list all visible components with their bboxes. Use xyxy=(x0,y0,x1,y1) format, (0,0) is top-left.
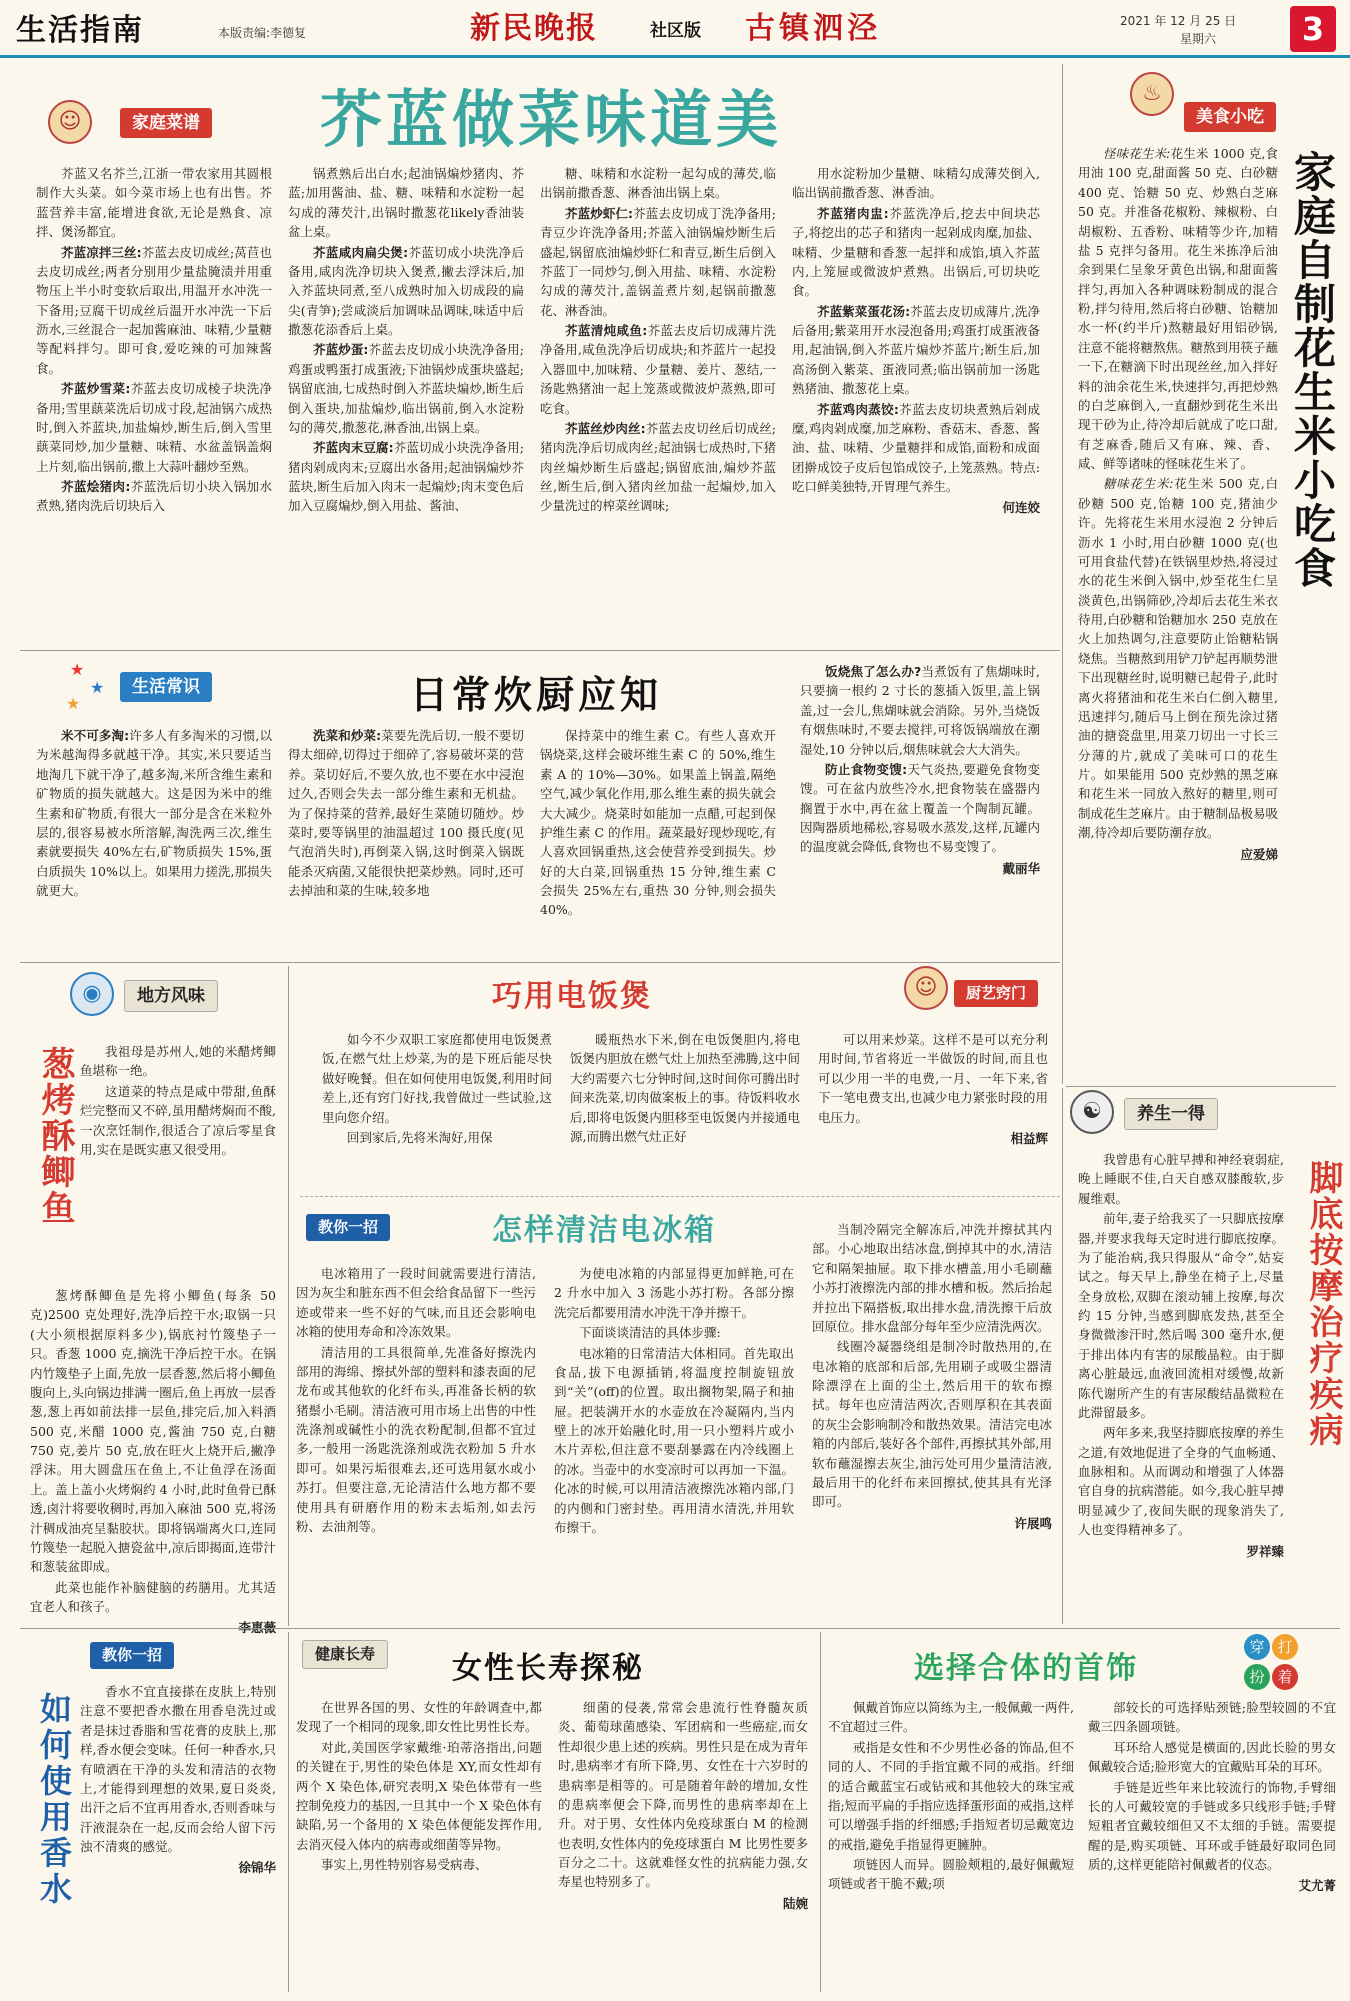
edition-label: 社区版 xyxy=(650,21,701,41)
badge-char: 扮 xyxy=(1244,1664,1270,1690)
fridge-byline: 许展鸣 xyxy=(1014,1515,1052,1531)
longevity-section xyxy=(292,1632,818,1998)
lead: 芥蓝紫菜蛋花汤: xyxy=(817,303,911,319)
feet-section xyxy=(1066,1090,1350,1624)
longevity-col-2 xyxy=(558,1698,808,1994)
section-title: 生活指南 xyxy=(16,13,144,48)
lead: 米不可多淘: xyxy=(61,728,130,743)
para: 当煮饭有了焦煳味时,只要摘一根约 2 寸长的葱插入饭里,盖上锅盖,过一会儿,焦煳味就会消除。另外,当烧饭有烟焦味时,不要去搅拌,可将饭锅端放在潮湿处,10 分钟以后,烟焦味就会大大消失。 xyxy=(800,664,1040,757)
divider xyxy=(1062,1088,1063,1624)
fish-text xyxy=(80,1042,276,1282)
badge-char: 着 xyxy=(1272,1664,1298,1690)
lead: 芥蓝肉末豆腐: xyxy=(313,440,394,456)
para: 清洁用的工具很简单,先准备好擦洗内部用的海绵、擦拭外部的塑料和漆表面的尼龙布或其他软的化纤布头,再准备长柄的软猪鬃小毛刷。清洁液可用市场上出售的中性洗涤剂或碱性小的洗衣粉配制,但都不宜过多,一般用一汤匙洗涤剂或洗衣粉加 5 升水即可。如果污垢很难去,还可选用氨水或小苏打。但要注意,无论清洁什么地方都不要使用具有研磨作用的粉末去垢剂,如去污粉、去油剂等。 xyxy=(296,1344,536,1534)
longevity-title: 女性长寿探秘 xyxy=(452,1651,644,1686)
recipes-badge: 家庭菜谱 xyxy=(120,108,212,138)
tips-badge: 生活常识 xyxy=(120,672,212,702)
fish-title: 葱烤酥鲫鱼 xyxy=(35,1046,75,1226)
para: 锅煮熟后出白水;起油锅煸炒猪肉、芥蓝;加用酱油、盐、糖、味精和水淀粉一起勾成的薄芡汁,出锅时撒葱花likely香油装盆上桌。 xyxy=(288,166,524,240)
editor-credit: 本版责编:李德复 xyxy=(218,26,307,40)
para: 花生米 500 克,白砂糖 500 克,饴糖 100 克,猪油少许。先将花生米用水浸泡 2 分钟后沥水 1 小时,用白砂糖 1000 克(也可用食盐代替)在铁锅里炒热,将浸过水的花生米倒入锅中,炒至花生仁呈淡黄色,出锅筛砂,冷却后去花生米衣待用,白砂糖和饴糖加水 250 克放在火上加热调匀,注意要防止饴糖粘锅烧焦。当糖熬到用铲刀铲起再顺势泄下出现糖丝时,说明糖已起骨子,此时离火将猪油和花生米白仁倒入糖里,迅速拌匀,随后马上倒在预先涂过猪油的搪瓷盘里,用菜刀切出一寸长三分薄的片,就成了美味可口的花生片。如果能用 500 克炒熟的黑芝麻和花生米一同放入熬好的糖里,则可制成花生芝麻片。由于糖制品极易吸潮,待冷却后要防潮存放。 xyxy=(1078,476,1279,841)
fridge-section xyxy=(292,1200,1060,1624)
para: 芥蓝去皮切块煮熟后剁成糜,鸡肉剁成糜,加芝麻粉、香菇末、香葱、酱油、盐、味精、少量糖拌和成馅,面粉和成面团擀成饺子皮后包馅成饺子,上笼蒸熟。特点:吃口鲜美独特,开胃理气养生。 xyxy=(792,401,1040,494)
para: 芥蓝洗净后,挖去中间块芯子,将挖出的芯子和猪肉一起剁成肉糜,加盐、味精、少量糖和香葱一起拌和成馅,填入芥蓝内,上笼屉或微波炉煮熟。出锅后,可切块吃食。 xyxy=(792,205,1040,299)
wellness-icon: ☯ xyxy=(1070,1090,1114,1134)
globe-icon: ◉ xyxy=(70,972,114,1016)
recipes-title: 芥蓝做菜味道美 xyxy=(320,83,783,156)
masthead xyxy=(0,0,1350,58)
cooker-col-1 xyxy=(322,1030,552,1190)
para: 葱烤酥鲫鱼是先将小鲫鱼(每条 50 克)2500 克处理好,洗净后控干水;取锅一只(大小须根据原料多少),锅底衬竹篾垫子一只。香葱 1000 克,摘洗干净后控干水。在锅内竹篾垫子上面,先放一层香葱,然后将小鲫鱼腹向上,头向锅边排满一圈后,鱼上再放一层香葱,葱上再如前法排一层鱼,排完后,加入料酒 500 克,米醋 1000 克,酱油 750 克,白糖 750 克,姜片 50 克,放在旺火上烧开后,撇净浮沫。用大圆盘压在鱼上,不让鱼浮在汤面上。盖上盖小火烤焖约 4 小时,此时鱼骨已酥透,卤汁将要收稠时,再加入麻油 500 克,将汤汁稠成油亮呈黏胶状。即将锅端离火口,连同竹篾垫一起脱入搪瓷盆中,凉后即揭面,连带汁和葱装盆即成。 xyxy=(30,1288,276,1575)
divider xyxy=(1062,64,1063,1084)
page-number: 3 xyxy=(1290,6,1336,52)
lead: 怪味花生米: xyxy=(1103,146,1171,161)
tips-col-3 xyxy=(540,726,776,952)
badge-char: 穿 xyxy=(1244,1634,1270,1660)
divider xyxy=(288,966,289,1626)
para: 菜要先洗后切,一般不要切得太细碎,切得过于细碎了,容易破坏菜的营养。菜切好后,不要久放,也不要在水中浸泡过久,否则会失去一部分维生素和无机盐。为了保持菜的营养,最好生菜随切随炒。炒菜时,要等锅里的油温超过 100 摄氏度(见气泡消失时),再倒菜入锅,这时倒菜入锅既能杀灭病菌,又能很快把菜炒熟。同时,还可去掉油和菜的生味,较多地 xyxy=(288,728,524,898)
para: 如今不少双职工家庭都使用电饭煲煮饭,在燃气灶上炒菜,为的是下班后能尽快做好晚餐。但在如何使用电饭煲,利用时间差上,还有窍门好找,我曾做过一些试验,这里向您介绍。 xyxy=(322,1032,552,1125)
para: 芥蓝去皮切丝后切成丝;猪肉洗净后切成肉丝;起油锅七成热时,下猪肉丝煸炒断生后盛起;锅留底油,煸炒芥蓝丝,断生后,倒入猪肉丝加盐一起煸炒,加入少量洗过的榨菜丝调味; xyxy=(540,420,777,514)
para: 两年多来,我坚持脚底按摩的养生之道,有效地促进了全身的气血畅通、血脉相和。从而调动和增强了人体器官自身的抗病潜能。如今,我心脏早搏明显减少了,夜间失眠的现象消失了,人也变得精神多了。 xyxy=(1078,1425,1284,1538)
recipes-col-2 xyxy=(288,164,524,634)
para: 芥蓝去皮切成小块洗净备用;鸡蛋或鸭蛋打成蛋液;下油锅炒成蛋块盛起;锅留底油,七成热时倒入芥蓝块煸炒,断生后倒入蛋块,加盐煸炒,临出锅前,倒入水淀粉勾的薄芡,撒葱花,淋香油,出锅上桌。 xyxy=(288,342,524,435)
lead: 糖味花生米: xyxy=(1103,476,1174,492)
feet-title: 脚底按摩治疗疾病 xyxy=(1303,1160,1343,1448)
chef-icon: ☺ xyxy=(904,966,948,1010)
necklace-title: 选择合体的首饰 xyxy=(914,1651,1138,1686)
cooker-byline: 相益辉 xyxy=(1010,1130,1048,1146)
para: 在世界各国的男、女性的年龄调查中,都发现了一个相同的现象,即女性比男性长寿。 xyxy=(296,1700,542,1735)
snack-text xyxy=(1078,144,1278,1074)
tips-col-1 xyxy=(36,726,272,952)
para: 芥蓝去皮后切成薄片洗净备用,咸鱼洗净后切成块;和芥蓝片一起投入器皿中,加味精、少量糖、姜片、葱结,一汤匙熟猪油一起上笼蒸或微波炉蒸熟,即可吃食。 xyxy=(540,323,776,416)
cooker-title: 巧用电饭煲 xyxy=(492,979,652,1014)
para: 细菌的侵袭,常常会患流行性脊髓灰质炎、葡萄球菌感染、军团病和一些癌症,而女性却很少患上述的疾病。男性只是在成为青年时,患病率才有所下降,男、女性在十六岁时的患病率是相等的。可是随着年龄的增加,女性的患病率便会下降,而男性的患病率却在上升。对于男、女性体内免疫球蛋白 M 的检测也表明,女性体内的免疫球蛋白 M 比男性要多百分之二十。这就难怪女性的抗病能力强,女寿星也特别多了。 xyxy=(558,1700,809,1890)
para: 芥蓝洗后切小块入锅加水煮熟,猪肉洗后切块后入 xyxy=(36,479,272,514)
star-icon: ★ xyxy=(70,660,85,679)
fridge-badge: 教你一招 xyxy=(306,1214,390,1241)
longevity-col-1 xyxy=(296,1698,542,1994)
cooker-section xyxy=(292,966,1060,1192)
para: 对此,美国医学家戴维·珀蒂洛指出,问题的关键在于,男性的染色体是 XY,而女性却有两个 X 染色体,研究表明,X 染色体带有一些控制免疫力的基因,一旦其中一个 X 染色体有缺陷,另一个备用的 X 染色体便能发挥作用,去消灭侵入体内的病毒或细菌等异物。 xyxy=(296,1739,542,1852)
para: 天气炎热,要避免食物变馊。可在盆内放些冷水,把食物装在盛器内搁置于水中,再在盆上覆盖一个陶制瓦罐。因陶器质地稀松,容易吸水蒸发,这样,瓦罐内的温度就会降低,食物也不易变馊了。 xyxy=(800,761,1040,855)
divider xyxy=(20,650,1060,651)
fridge-col-1 xyxy=(296,1264,536,1620)
snack-badge: 美食小吃 xyxy=(1184,102,1276,132)
divider xyxy=(820,1632,821,1992)
fish-text-continued xyxy=(30,1286,276,1636)
divider xyxy=(20,1628,1340,1629)
para: 电冰箱的日常清洁大体相同。首先取出食品,拔下电源插销,将温度控制旋钮放到“关”(off)的位置。取出搁物架,隔子和抽屉。把装满开水的水壶放在冷凝隔内,当内壁上的冰开始融化时,用一只小塑料片或小木片弄松,但注意不要刮暴露在内冷线圈上的冰。当壶中的水变凉时可以再加一下温。化冰的时候,可以用清洁液擦洗冰箱内部,门的内侧和门密封垫。再用清水清洗,并用软布擦干。 xyxy=(554,1345,794,1535)
snack-byline: 应爱娣 xyxy=(1240,846,1278,862)
lead: 芥蓝烩猪肉: xyxy=(61,479,131,494)
feet-byline: 罗祥臻 xyxy=(1246,1543,1284,1559)
feet-badge: 养生一得 xyxy=(1124,1098,1218,1130)
para: 可以用来炒菜。这样不是可以充分利用时间,节省将近一半做饭的时间,而且也可以少用一半的电费,一月、一年下来,省下一笔电费支出,也减少电力紧张时段的用电压力。 xyxy=(818,1032,1048,1125)
lead: 芥蓝猪肉盅: xyxy=(817,205,889,221)
para: 许多人有多淘米的习惯,以为米越淘得多就越干净。其实,米只要适当地淘几下就干净了,越多淘,米所含维生素和矿物质的损失就越大。这是因为米中的维生素和矿物质,有很大一部分是含在米粒外层的,很容易被水所溶解,淘洗两三次,维生素就要损失 40%左右,矿物质损失 15%,蛋白质损失 10%以上。如果用力搓洗,那损失就更大。 xyxy=(36,728,272,898)
para: 前年,妻子给我买了一只脚底按摩器,并要求我每天定时进行脚底按摩。为了能治病,我只得服从“命令”,姑妄试之。每天早上,静坐在椅子上,尽量全身放松,双脚在滚动辅上按摩,每次约 15 分钟,当感到脚底发热,甚至全身微微渗汗时,然后喝 300 毫升水,便于排出体内有害的尿酸晶粒。由于脚离心脏最远,血液回流相对缓慢,故新陈代谢所产生的有害尿酸结晶微粒在此滞留最多。 xyxy=(1078,1211,1284,1420)
para: 佩戴首饰应以简练为主,一般佩戴一两件,不宜超过三件。 xyxy=(828,1700,1074,1735)
divider xyxy=(300,1196,1060,1197)
newspaper-logo: 新民晚报 xyxy=(470,11,598,46)
para: 暖瓶热水下米,倒在电饭煲胆内,将电饭煲内胆放在燃气灶上加热至沸腾,这中间大约需要六七分钟时间,这时间你可腾出时间来洗菜,切肉做案板上的事。待饭料收水后,即将电饭煲内胆移至电饭煲内并接通电源,而腾出燃气灶正好 xyxy=(570,1032,800,1144)
lead: 芥蓝咸肉扁尖煲: xyxy=(313,244,409,260)
weekday-text: 星期六 xyxy=(1180,32,1217,46)
para: 事实上,男性特别容易受病毒、 xyxy=(321,1857,488,1872)
recipes-byline: 何连姣 xyxy=(1002,500,1040,516)
tips-byline: 戴丽华 xyxy=(1002,860,1040,876)
fish-badge: 地方风味 xyxy=(124,980,218,1012)
para: 芥蓝切成小块洗净后备用,咸肉洗净切块入煲煮,撇去浮沫后,加入芥蓝块同煮,至八成熟时加入切成段的扁尖(青笋);尝咸淡后加调味品调味,味适中后撒葱花添香后上桌。 xyxy=(288,244,524,337)
lead: 芥蓝炒虾仁: xyxy=(565,205,634,221)
star-icon: ★ xyxy=(90,678,105,697)
recipes-col-3 xyxy=(540,164,776,634)
lead: 芥蓝凉拌三丝: xyxy=(61,244,142,260)
chef-icon: ☺ xyxy=(48,100,92,144)
issue-date xyxy=(1120,12,1236,48)
tips-col-2 xyxy=(288,726,524,952)
tips-section xyxy=(0,652,1060,958)
para: 我曾患有心脏早搏和神经衰弱症,晚上睡眠不佳,白天自感双膝酸软,步履维艰。 xyxy=(1078,1152,1284,1206)
para: 芥蓝又名芥兰,江浙一带农家用其圆根制作大头菜。如今菜市场上也有出售。芥蓝营养丰富,能增进食欲,无论是熟食、凉拌、煲汤都宜。 xyxy=(36,166,272,240)
necklace-section xyxy=(824,1632,1350,1998)
para: 耳环给人感觉是横面的,因此长脸的男女佩戴较合适;脸形宽大的宜戴贴耳朵的耳环。 xyxy=(1088,1739,1336,1775)
para: 回到家后,先将米淘好,用保 xyxy=(347,1129,493,1145)
para: 部较长的可选择贴颈链;脸型较圆的不宜戴三四条圆项链。 xyxy=(1088,1700,1336,1735)
style-badge xyxy=(1244,1634,1324,1694)
date-text: 2021 年 12 月 25 日 xyxy=(1120,14,1237,28)
perfume-badge: 教你一招 xyxy=(90,1642,174,1669)
cooker-col-2 xyxy=(570,1030,800,1190)
para: 用水淀粉加少量糖、味精勾成薄芡倒入,临出锅前撒香葱、淋香油。 xyxy=(792,166,1040,201)
badge-char: 打 xyxy=(1272,1634,1298,1660)
divider xyxy=(20,962,1060,963)
fridge-col-2 xyxy=(554,1264,794,1620)
star-icon: ★ xyxy=(66,694,81,713)
para: 电冰箱用了一段时间就需要进行清洁,因为灰尘和脏东西不但会给食品留下一些污迹或带来一些不好的气味,而且还会影响电冰箱的使用寿命和冷冻效果。 xyxy=(296,1266,536,1340)
para: 下面谈谈清洁的具体步骤: xyxy=(579,1325,721,1341)
cooker-col-3 xyxy=(818,1030,1048,1190)
tips-title: 日常炊厨应知 xyxy=(410,673,663,717)
cooker-badge: 厨艺窍门 xyxy=(954,980,1038,1007)
lead: 芥蓝清炖咸鱼: xyxy=(565,323,648,338)
lead: 芥蓝炒雪菜: xyxy=(61,381,131,397)
para: 项链因人而异。圆脸颊粗的,最好佩戴短项链或者干脆不戴;项 xyxy=(828,1857,1074,1892)
snack-title: 家庭自制花生米小吃食 xyxy=(1288,150,1337,590)
lead: 防止食物变馊: xyxy=(825,761,908,777)
fridge-col-3 xyxy=(812,1220,1052,1620)
lead: 芥蓝鸡肉蒸饺: xyxy=(817,401,899,417)
lead: 饭烧焦了怎么办? xyxy=(825,664,922,679)
para: 此菜也能作补脑健脑的药膳用。尤其适宜老人和孩子。 xyxy=(30,1579,276,1614)
recipes-col-1 xyxy=(36,164,272,634)
snack-section xyxy=(1066,64,1350,1084)
recipes-col-4 xyxy=(792,164,1040,634)
divider xyxy=(288,1632,289,1992)
para: 戒指是女性和不少男性必备的饰品,但不同的人、不同的手指宜戴不同的戒指。纤细的适合戴蓝宝石或钻戒和其他较大的珠宝戒指;短而平扁的手指应选择蛋形面的戒指,这样可以增强手指的纤细感;手指短者切忌戴宽边的戒指,避免手指显得更臃肿。 xyxy=(828,1739,1074,1852)
para: 芥蓝去皮切成棱子块洗净备用;雪里蕻菜洗后切成寸段,起油锅六成热时,倒入芥蓝块,加盐煸炒,断生后,倒入雪里蕻菜同炒,加少量糖、味精、水盆盖锅盖焖上片刻,临出锅前,撒上大蒜叶翻炒至熟。 xyxy=(36,381,272,474)
town-logo: 古镇泗泾 xyxy=(745,11,881,46)
para: 我祖母是苏州人,她的米醋烤鲫鱼堪称一绝。 xyxy=(80,1044,276,1079)
chef-hat-icon: ♨ xyxy=(1130,72,1174,116)
tips-col-4 xyxy=(800,662,1040,952)
fridge-title: 怎样清洁电冰箱 xyxy=(492,1213,716,1248)
divider xyxy=(1066,1086,1336,1087)
lead: 芥蓝炒蛋: xyxy=(313,342,369,358)
para: 芥蓝切成小块洗净备用;猪肉剁成肉末;豆腐出水备用;起油锅煸炒芥蓝块,断生后加入肉末一起煸炒;肉末变色后加入豆腐煸炒,倒入用盐、酱油、 xyxy=(288,440,525,514)
fish-byline: 李惠薇 xyxy=(238,1620,276,1636)
para: 芥蓝去皮切成薄片,洗净后备用;紫菜用开水浸泡备用;鸡蛋打成蛋液备用,起油锅,倒入芥蓝片煸炒芥蓝片;断生后,加高汤倒入紫菜、蛋液同煮;临出锅前加一汤匙熟猪油、撒葱花上桌。 xyxy=(792,303,1040,397)
necklace-byline: 艾尤菁 xyxy=(1298,1878,1336,1894)
para: 这道菜的特点是咸中带甜,鱼酥烂完整而又不碎,虽用醋烤焖而不酸,一次烹饪制作,很适合了凉后零星食用,实在是既实惠又很受用。 xyxy=(80,1083,276,1157)
perfume-byline: 徐锦华 xyxy=(238,1860,276,1876)
para: 当制冷隔完全解冻后,冲洗并擦拭其内部。小心地取出结冰盘,倒掉其中的水,清洁它和隔架抽屉。取下排水槽盖,用小毛刷蘸小苏打液擦洗内部的排水槽和板。然后抬起并拉出下隔搭板,取出排水盘,清洗擦干后放回原位。排水盘部分每年至少应清洗两次。 xyxy=(812,1222,1052,1334)
para: 芥蓝去皮切成丁洗净备用;青豆少许洗净备用;芥蓝入油锅煸炒断生后盛起,锅留底油煸炒虾仁和青豆,断生后倒入芥蓝丁一同炒匀,倒入用盐、味精、水淀粉勾成的薄芡汁,盖锅盖煮片刻,起锅前撒葱花、淋香油。 xyxy=(540,205,777,318)
fish-section xyxy=(0,966,286,1636)
para: 香水不宜直接搽在皮肤上,特别注意不要把香水撒在用香皂洗过或者是抹过香脂和雪花膏的皮肤上,那样,香水便会变味。任何一种香水,只有喷洒在干净的头发和清洁的衣物上,才能得到理想的效果,夏日炎炎,出汗之后不宜再用香水,否则香味与汗液混杂在一起,反而会给人留下污浊不清爽的感觉。 xyxy=(80,1684,276,1854)
para: 保持菜中的维生素 C。有些人喜欢开锅烧菜,这样会破坏维生素 C 的 50%,维生素 A 的 10%—30%。如果盖上锅盖,隔绝空气,减少氧化作用,那么维生素的损失就会大大减少。烧菜时如能加一点醋,可起到保护维生素 C 的作用。蔬菜最好现炒现吃,有人喜欢回锅重热,这会使营养受到损失。炒好的大白菜,回锅重热 15 分钟,维生素 C 会损失 25%左右,重热 30 分钟,则会损失 40%。 xyxy=(540,728,776,918)
perfume-title: 如何使用香水 xyxy=(35,1692,73,1908)
para: 为使电冰箱的内部显得更加鲜艳,可在 2 升水中加入 3 汤匙小苏打粉。各部分擦洗完后都要用清水冲洗干净并擦干。 xyxy=(554,1266,794,1320)
para: 糖、味精和水淀粉一起勾成的薄芡,临出锅前撒香葱、淋香油出锅上桌。 xyxy=(540,166,776,201)
longevity-badge: 健康长寿 xyxy=(302,1640,388,1669)
perfume-section xyxy=(0,1632,286,1998)
lead: 芥蓝丝炒肉丝: xyxy=(565,420,646,436)
perfume-text xyxy=(80,1682,276,1994)
necklace-col-1 xyxy=(828,1698,1074,1994)
lead: 洗菜和炒菜: xyxy=(313,728,382,743)
longevity-byline: 陆婉 xyxy=(782,1895,808,1911)
para: 手链是近些年来比较流行的饰物,手臂细长的人可戴较宽的手链或多只线形手链;手臂短粗者宜戴较细但又不太细的手链。需要提醒的是,购买项链、耳环或手链最好取同色同质的,这样更能陪衬佩戴者的仪态。 xyxy=(1088,1779,1336,1872)
feet-text xyxy=(1078,1150,1284,1620)
recipes-section xyxy=(0,64,1060,644)
para: 线圈冷凝器绕组是制冷时散热用的,在电冰箱的底部和后部,先用刷子或吸尘器清除漂浮在上面的尘土,然后用干的软布擦拭。每年也应清洁两次,否则厚积在其表面的灰尘会影响制冷和散热效果。清洁完电冰箱的内部后,装好各个部件,再擦拭其外部,用软布蘸湿擦去灰尘,油污处可用少量清洁液,最后用干的化纤布来回擦拭,使其具有光泽即可。 xyxy=(812,1339,1052,1510)
para: 花生米 1000 克,食用油 100 克,甜面酱 50 克、白砂糖 400 克、饴糖 50 克、炒熟白芝麻 50 克。并准备花椒粉、辣椒粉、白胡椒粉、五香粉、味精等少许,加精盐 5 克拌匀备用。花生米拣净后油余到果仁呈象牙黄色出锅,和甜面酱拌匀,再加入各种调味粉制成的混合粉,拌匀待用,然后将白砂糖、饴糖加水一杯(约半斤)熬糖最好用铝砂锅,注意不能将糖熬焦。糖熬到用筷子蘸一下,在糖滴下时出现丝丝,加入拌好料的油余花生米,快速拌匀,再把炒熟的白芝麻倒入,一直翻炒到花生米出现干砂为止,待冷却后就成了吃口甜,有芝麻香,随后又有麻、辣、香、咸、鲜等诸味的怪味花生米了。 xyxy=(1078,146,1279,471)
necklace-col-2 xyxy=(1088,1698,1336,1994)
para: 芥蓝去皮切成丝;莴苣也去皮切成丝;两者分别用少量盐腌渍并用重物压上半小时变软后取出,用温开水冲洗一下备用;豆腐干切成丝后温开水冲洗一下后沥水,三丝混合一起加酱麻油、味精,少量糖等配料拌匀。即可食,爱吃辣的可加辣酱食。 xyxy=(36,244,273,376)
